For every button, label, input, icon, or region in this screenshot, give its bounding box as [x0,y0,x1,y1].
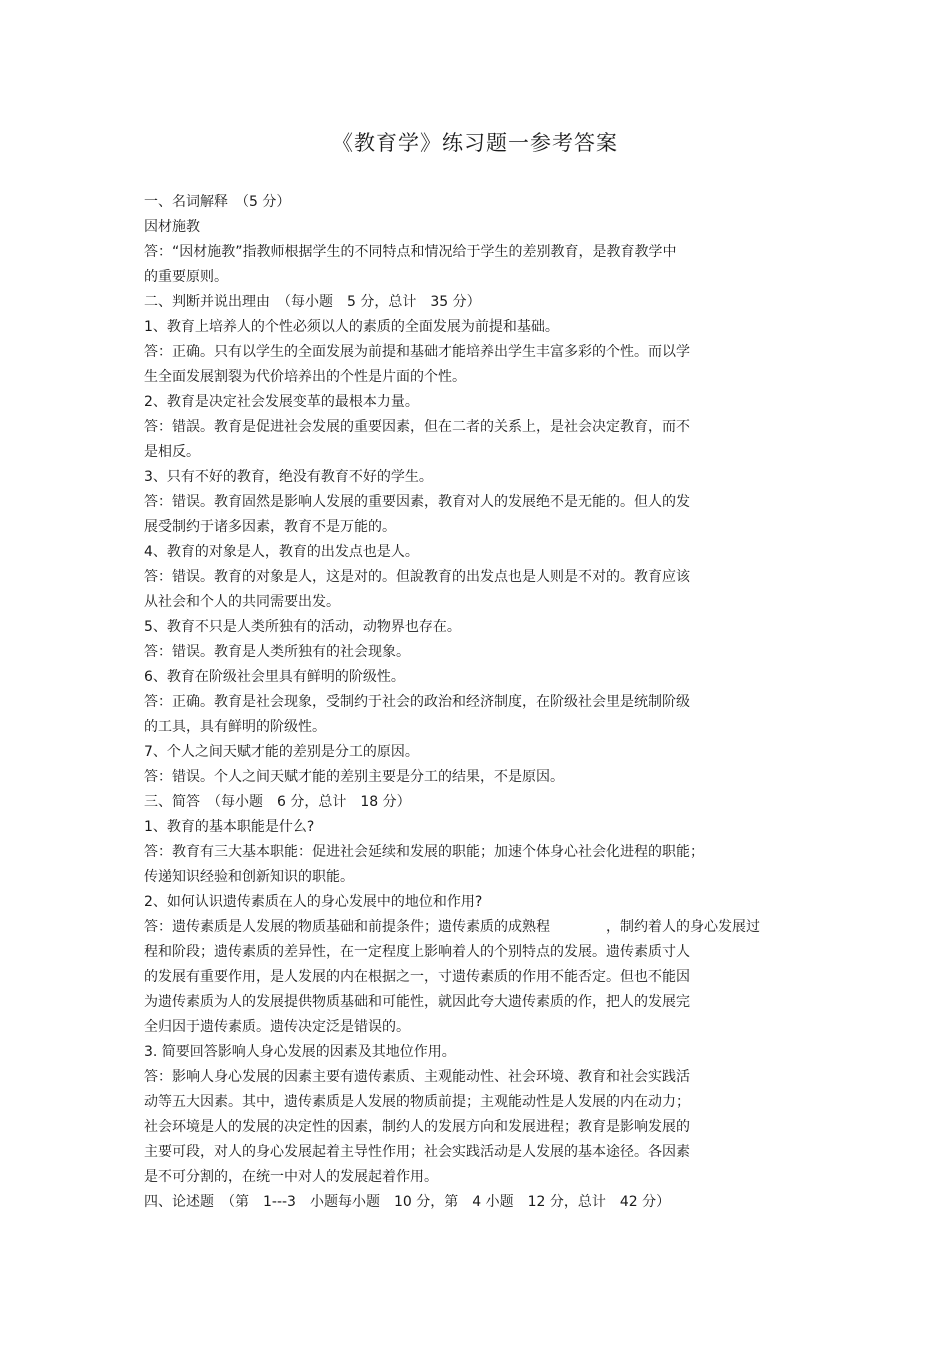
text-line: 答：“因材施教”指教师根据学生的不同特点和情况给于学生的差别教育，是教育教学中 [144,244,677,260]
text-line: 2、教育是决定社会发展变革的最根本力量。 [144,394,419,410]
text-line: 答：错误。教育固然是影响人发展的重要因素，教育对人的发展绝不是无能的。但人的发 [144,494,690,510]
text-line: 是相反。 [144,444,200,460]
text-line: 2、如何认识遗传素质在人的身心发展中的地位和作用? [144,894,483,910]
text-line: 3. 简要回答影响人身心发展的因素及其地位作用。 [144,1044,456,1060]
text-line: 从社会和个人的共同需要出发。 [144,594,340,610]
text-line: 展受制约于诸多因素，教育不是万能的。 [144,519,396,535]
text-line: 主要可段，对人的身心发展起着主导性作用；社会实践活动是人发展的基本途径。各因素 [144,1144,690,1160]
text-line: 答：影响人身心发展的因素主要有遗传素质、主观能动性、社会环境、教育和社会实践活 [144,1069,690,1085]
text-line: 1、教育的基本职能是什么? [144,819,315,835]
text-line: 四、论述题 （第 1---3 小题每小题 10 分，第 4 小题 12 分，总计 42 分） [144,1194,671,1210]
text-line: 答：错誤。教育是促进社会发展的重要因素，但在二者的关系上，是社会决定教育，而不 [144,419,690,435]
text-line: 一、名词解释 （5 分） [144,194,291,210]
text-line: 5、教育不只是人类所独有的活动，动物界也存在。 [144,619,461,635]
text-line: 程和阶段；遗传素质的差异性，在一定程度上影响着人的个别特点的发展。遗传素质寸人 [144,944,690,960]
text-line: 答：正确。教育是社会现象，受制约于社会的政治和经济制度，在阶级社会里是统制阶级 [144,694,690,710]
text-line: 答：错误。个人之间天赋才能的差别主要是分工的结果，不是原因。 [144,769,564,785]
text-line: 因材施教 [144,219,200,235]
text-line: 答：正确。只有以学生的全面发展为前提和基础才能培养出学生丰富多彩的个性。而以学 [144,344,690,360]
text-line: 6、教育在阶级社会里具有鲜明的阶级性。 [144,669,405,685]
text-line: 的工具，具有鲜明的阶级性。 [144,719,326,735]
text-line: 7、个人之间天赋才能的差别是分工的原因。 [144,744,419,760]
text-line: 4、教育的对象是人，教育的出发点也是人。 [144,544,419,560]
text-line: 是不可分割的，在统一中对人的发展起着作用。 [144,1169,438,1185]
text-line: 三、简答 （每小题 6 分，总计 18 分） [144,794,411,810]
text-line: 全归因于遗传素质。遗传决定泛是错误的。 [144,1019,410,1035]
text-line: 传递知识经验和创新知识的职能。 [144,869,354,885]
text-line: 答：教育有三大基本职能：促进社会延续和发展的职能；加速个体身心社会化进程的职能； [144,844,704,860]
text-line: 的发展有重要作用，是人发展的内在根据之一，寸遗传素质的作用不能否定。但也不能因 [144,969,690,985]
text-line: 1、教育上培养人的个性必须以人的素质的全面发展为前提和基础。 [144,319,559,335]
text-line: 答：错误。教育的对象是人，这是对的。但說教育的出发点也是人则是不对的。教育应该 [144,569,690,585]
document-title: 《教育学》练习题一参考答案 [332,131,618,155]
text-line: 的重要原则。 [144,269,228,285]
text-line: 3、只有不好的教育，绝没有教育不好的学生。 [144,469,433,485]
text-line: 答：错误。教育是人类所独有的社会现象。 [144,644,410,660]
text-line: 为遗传素质为人的发展提供物质基础和可能性，就因此夸大遗传素质的作，把人的发展完 [144,994,690,1010]
text-line: 二、判断并说出理由 （每小题 5 分，总计 35 分） [144,294,481,310]
text-line: 社会环境是人的发展的决定性的因素，制约人的发展方向和发展进程；教育是影响发展的 [144,1119,690,1135]
text-line: 动等五大因素。其中，遗传素质是人发展的物质前提；主观能动性是人发展的内在动力； [144,1094,690,1110]
document-body [144,190,804,1215]
text-line: 答：遗传素质是人发展的物质基础和前提条件；遗传素质的成熟程 ，制约着人的身心发展过 [144,919,760,935]
text-line: 生全面发展割裂为代价培养出的个性是片面的个性。 [144,369,466,385]
